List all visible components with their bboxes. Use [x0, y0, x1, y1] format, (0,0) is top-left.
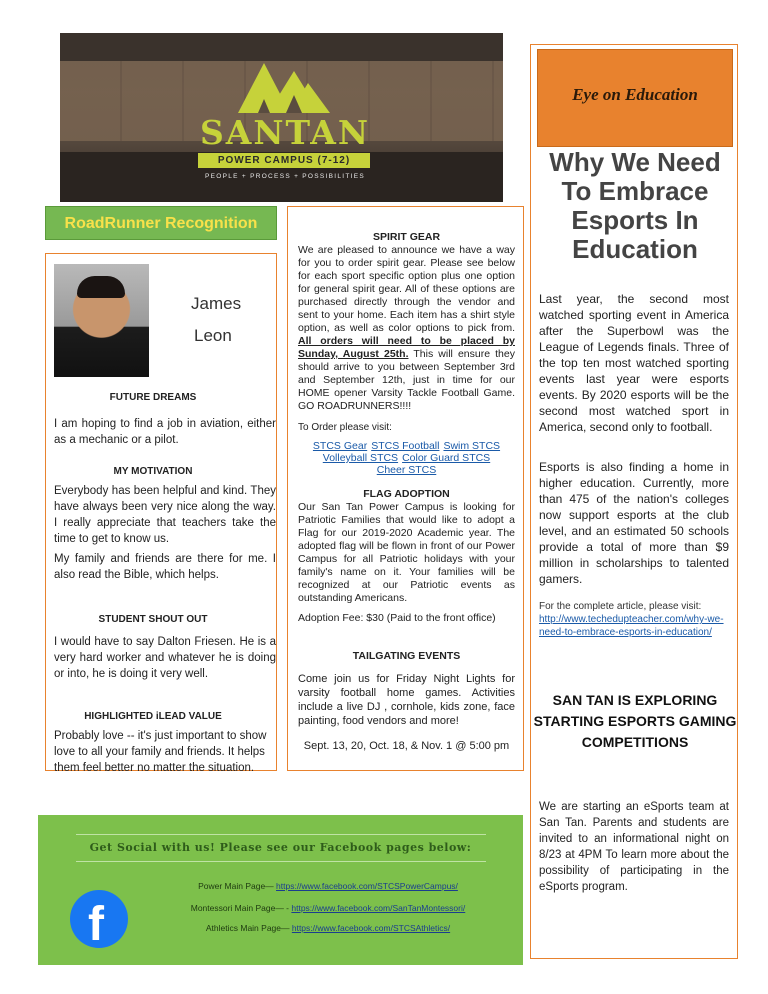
article-paragraph-2: Esports is also finding a home in higher education. Currently, more than 475 of the nation's colleges now support esports at the club level, and an estimated 50 schools provide a total of more than $9 million in scholarships to talented gamers.	[539, 460, 729, 586]
article-paragraph-1: Last year, the second most watched sporting event in America after the Superbowl was the League of Legends finals. Three of the top ten most watched sporting events last year were esports events. By 2020 esports will be the second most watched sport in America, second only to football.	[539, 292, 729, 434]
student-first-name: James	[191, 294, 242, 313]
article-link-block	[539, 600, 729, 639]
esports-heading: SAN TAN IS EXPLORING STARTING ESPORTS GAMING COMPETITIONS	[533, 692, 737, 750]
motivation-text-2: My family and friends are there for me. I also read the Bible, which helps.	[54, 553, 276, 581]
social-label: Power Main Page—	[198, 881, 277, 891]
article-link[interactable]: http://www.techedupteacher.com/why-we-need-to-embrace-esports-in-education/	[539, 614, 724, 638]
social-link-montessori[interactable]: https://www.facebook.com/SanTanMontessori/	[291, 903, 466, 913]
social-panel	[38, 815, 523, 965]
mountain-logo-icon	[238, 61, 330, 113]
order-link[interactable]: Cheer STCS	[376, 464, 437, 476]
eye-on-education-column	[530, 44, 738, 959]
ilead-heading: HIGHLIGHTED iLEAD VALUE	[84, 711, 222, 722]
flag-adoption-text: Our San Tan Power Campus is looking for Patriotic Families that would like to adopt a Flag for our 2019-2020 Academic year. The adopted flag will be flown in front of our Power Campus for all Patriotic holidays with your family's name on it. Your families will be recognized at our Patriotic events as outstanding Americans.	[298, 501, 515, 604]
social-row-athletics	[158, 923, 498, 933]
motivation-heading: MY MOTIVATION	[113, 466, 193, 477]
recognition-badge: RoadRunner Recognition	[45, 206, 277, 240]
tailgating-dates: Sept. 13, 20, Oct. 18, & Nov. 1 @ 5:00 pm	[303, 740, 510, 752]
social-row-power	[158, 881, 498, 891]
social-link-power[interactable]: https://www.facebook.com/STCSPowerCampus/	[276, 881, 458, 891]
order-link[interactable]: Swim STCS	[443, 440, 501, 452]
social-row-montessori	[158, 903, 498, 913]
esports-body: We are starting an eSports team at San Tan. Parents and students are invited to an informational night on 8/23 at 4PM To learn more about the possibility of participating in the eSports program.	[539, 801, 729, 893]
spirit-gear-heading: SPIRIT GEAR	[372, 231, 441, 243]
spirit-gear-body: We are pleased to announce we have a way for you to order spirit gear. Please see below for each sport specific option plus one option for general spirit gear. All of these options are purchased directly through the vendor and sent to your home. Each item has a shirt style option, as well as color options to pick from.	[298, 244, 515, 334]
social-label: Athletics Main Page—	[205, 923, 292, 933]
order-link[interactable]: STCS Gear	[312, 440, 368, 452]
student-last-name: Leon	[194, 326, 232, 345]
social-label: Montessori Main Page— -	[190, 903, 292, 913]
order-link[interactable]: Volleyball STCS	[322, 452, 399, 464]
shout-out-heading: STUDENT SHOUT OUT	[98, 614, 208, 625]
facebook-icon[interactable]: f	[70, 890, 128, 948]
header-banner	[60, 33, 503, 202]
order-prompt: To Order please visit:	[298, 422, 392, 433]
eye-on-education-label: Eye on Education	[572, 85, 698, 104]
article-prompt: For the complete article, please visit:	[539, 601, 702, 612]
flag-adoption-fee: Adoption Fee: $30 (Paid to the front office)	[298, 612, 496, 624]
spirit-gear-deadline: All orders will need to be placed by Sunday, August 25th.	[298, 335, 515, 360]
logo-subtitle: POWER CAMPUS (7-12)	[198, 153, 370, 168]
recognition-box	[45, 253, 277, 774]
logo-title: SANTAN	[199, 113, 371, 152]
ilead-text: Probably love -- it's just important to show love to all your family and friends. It helps them feel better no matter the situation.	[54, 730, 267, 774]
social-link-athletics[interactable]: https://www.facebook.com/STCSAthletics/	[291, 923, 451, 933]
order-link[interactable]: Color Guard STCS	[402, 452, 491, 464]
order-link[interactable]: STCS Football	[371, 440, 440, 452]
logo-tagline: PEOPLE + PROCESS + POSSIBILITIES	[204, 173, 366, 180]
future-dreams-text: I am hoping to find a job in aviation, either as a mechanic or a pilot.	[54, 418, 276, 446]
motivation-text-1: Everybody has been helpful and kind. They have always been very nice along the way. I really appreciate that teachers take the time to get to know us.	[54, 485, 276, 545]
flag-adoption-heading: FLAG ADOPTION	[363, 488, 450, 500]
order-links	[298, 440, 515, 476]
social-title: Get Social with us! Please see our Facebook pages below:	[89, 841, 472, 854]
tailgating-heading: TAILGATING EVENTS	[352, 650, 461, 662]
announcements-box	[287, 206, 524, 771]
spirit-gear-body-2: This will ensure they should arrive to you between September 3rd and September 12th, just in time for our HOME opener Varsity Tackle Football Game. GO ROADRUNNERS!!!!	[298, 348, 515, 412]
future-dreams-heading: FUTURE DREAMS	[109, 392, 197, 403]
tailgating-text: Come join us for Friday Night Lights for varsity football home games. Activities include a live DJ , cornhole, kids zone, face painting, food vendors and more!	[298, 673, 515, 727]
shout-out-text: I would have to say Dalton Friesen. He is a very hard worker and whatever he is doing or into, he is doing it very well.	[54, 636, 276, 680]
student-photo	[54, 264, 149, 377]
article-title: Why We Need To Embrace Esports In Education	[549, 147, 721, 264]
eye-on-education-banner	[537, 49, 733, 147]
spirit-gear-text	[298, 244, 515, 413]
